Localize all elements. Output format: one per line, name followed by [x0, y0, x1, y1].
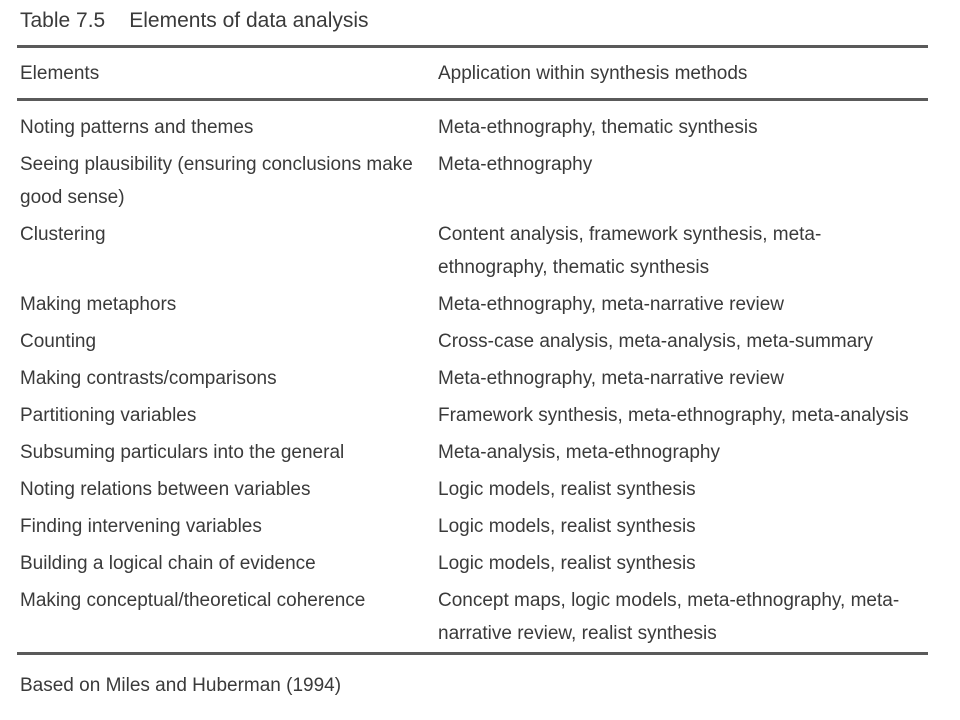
- source-note: Based on Miles and Huberman (1994): [20, 675, 342, 696]
- table-row: [0, 288, 960, 325]
- header-elements: Elements: [20, 63, 100, 84]
- element-cell: Building a logical chain of evidence: [20, 553, 316, 574]
- application-cell: Logic models, realist synthesis: [438, 553, 696, 574]
- table-row: [0, 111, 960, 148]
- table-body: [0, 111, 960, 654]
- element-cell: Partitioning variables: [20, 405, 197, 426]
- application-cell: Meta-ethnography: [438, 154, 593, 175]
- application-cell: Cross-case analysis, meta-analysis, meta-summary: [438, 331, 874, 352]
- application-cell: Framework synthesis, meta-ethnography, meta-analysis: [438, 405, 909, 426]
- element-cell: Making metaphors: [20, 294, 177, 315]
- element-cell: Clustering: [20, 224, 106, 245]
- element-cell: Seeing plausibility (ensuring conclusions make good sense): [20, 154, 413, 208]
- table-row: [0, 584, 960, 654]
- application-cell: Meta-analysis, meta-ethnography: [438, 442, 720, 463]
- element-cell: Noting relations between variables: [20, 479, 311, 500]
- element-cell: Noting patterns and themes: [20, 117, 254, 138]
- table-row: [0, 325, 960, 362]
- application-cell: Logic models, realist synthesis: [438, 479, 696, 500]
- table-row: [0, 399, 960, 436]
- table-row: [0, 473, 960, 510]
- table-row: [0, 510, 960, 547]
- header-application: Application within synthesis methods: [438, 63, 748, 84]
- table-caption: [20, 6, 369, 36]
- table-row: [0, 218, 960, 288]
- application-cell: Meta-ethnography, meta-narrative review: [438, 294, 785, 315]
- element-cell: Subsuming particulars into the general: [20, 442, 345, 463]
- element-cell: Counting: [20, 331, 97, 352]
- table-row: [0, 436, 960, 473]
- application-cell: Content analysis, framework synthesis, meta-ethnography, thematic synthesis: [438, 224, 822, 278]
- application-cell: Meta-ethnography, thematic synthesis: [438, 117, 758, 138]
- application-cell: Concept maps, logic models, meta-ethnography, meta-narrative review, realist synthesis: [438, 590, 900, 644]
- table-row: [0, 547, 960, 584]
- header-rule: [17, 98, 928, 101]
- application-cell: Logic models, realist synthesis: [438, 516, 696, 537]
- top-rule: [17, 45, 928, 48]
- element-cell: Making conceptual/theoretical coherence: [20, 590, 366, 611]
- table-row: [0, 362, 960, 399]
- table-number: Table 7.5: [20, 9, 106, 32]
- table-title: Elements of data analysis: [129, 9, 369, 32]
- bottom-rule: [17, 652, 928, 655]
- table-row: [0, 148, 960, 218]
- application-cell: Meta-ethnography, meta-narrative review: [438, 368, 785, 389]
- element-cell: Finding intervening variables: [20, 516, 262, 537]
- element-cell: Making contrasts/comparisons: [20, 368, 277, 389]
